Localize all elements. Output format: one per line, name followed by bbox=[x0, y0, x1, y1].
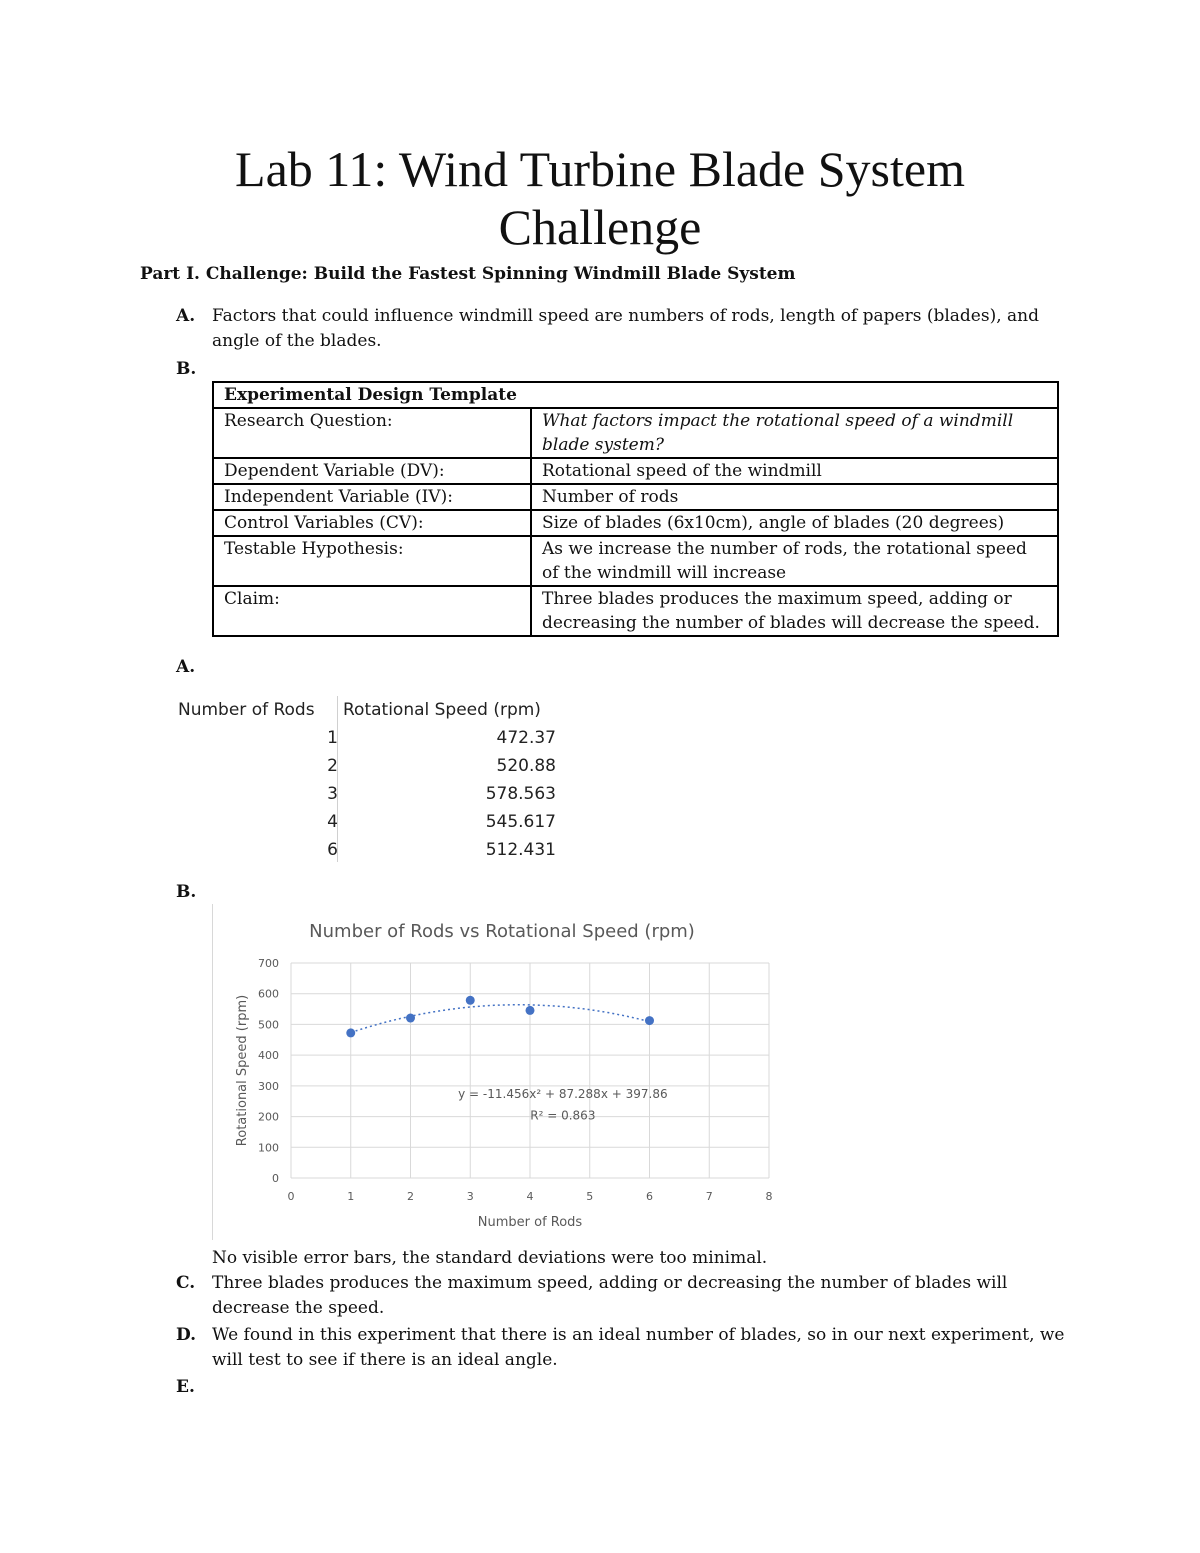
r-squared-label: R² = 0.863 bbox=[530, 1108, 596, 1123]
row-value: Size of blades (6x10cm), angle of blades (20 degrees) bbox=[531, 510, 1058, 536]
table-row bbox=[213, 510, 1058, 536]
x-tick-label: 3 bbox=[466, 1190, 474, 1203]
x-tick-label: 4 bbox=[526, 1190, 534, 1203]
data-table-header-speed: Rotational Speed (rpm) bbox=[343, 700, 541, 720]
data-point bbox=[526, 1006, 535, 1015]
row-label: Research Question: bbox=[213, 408, 531, 458]
y-tick-label: 200 bbox=[258, 1110, 279, 1124]
data-point bbox=[346, 1028, 355, 1037]
row-value: Number of rods bbox=[531, 484, 1058, 510]
item-label: A. bbox=[176, 657, 196, 677]
cell-speed: 545.617 bbox=[485, 812, 556, 832]
part-heading: Part I. Challenge: Build the Fastest Spinning Windmill Blade System bbox=[140, 264, 796, 284]
table-row bbox=[213, 586, 1058, 636]
row-label: Testable Hypothesis: bbox=[213, 536, 531, 586]
y-tick-label: 600 bbox=[258, 987, 279, 1001]
y-tick-label: 500 bbox=[258, 1018, 279, 1032]
row-value: As we increase the number of rods, the rotational speed of the windmill will increase bbox=[531, 536, 1058, 586]
y-tick-label: 400 bbox=[258, 1049, 279, 1063]
data-point bbox=[406, 1014, 415, 1023]
item-label: A. bbox=[176, 306, 196, 326]
y-tick-label: 0 bbox=[272, 1172, 279, 1185]
table-header: Experimental Design Template bbox=[213, 382, 1058, 408]
x-axis-label: Number of Rods bbox=[477, 1215, 583, 1230]
row-value: What factors impact the rotational speed of a windmill blade system? bbox=[531, 408, 1058, 458]
item-text: Three blades produces the maximum speed, adding or decreasing the number of blades will decrease the speed. bbox=[212, 1273, 1008, 1318]
x-tick-label: 5 bbox=[586, 1190, 594, 1203]
table-row bbox=[213, 458, 1058, 484]
x-tick-label: 8 bbox=[765, 1190, 773, 1203]
row-label: Dependent Variable (DV): bbox=[213, 458, 531, 484]
cell-speed: 520.88 bbox=[496, 756, 556, 776]
cell-speed: 512.431 bbox=[485, 840, 556, 860]
data-point bbox=[466, 996, 475, 1005]
row-label: Control Variables (CV): bbox=[213, 510, 531, 536]
table-row bbox=[176, 784, 556, 812]
table-row bbox=[213, 536, 1058, 586]
title-line-2: Challenge bbox=[498, 199, 702, 255]
item-text: We found in this experiment that there is an ideal number of blades, so in our next experiment, we will test to see if there is an ideal angle. bbox=[212, 1325, 1065, 1370]
scatter-chart bbox=[212, 904, 782, 1240]
cell-rods: 3 bbox=[327, 784, 338, 804]
x-tick-label: 2 bbox=[407, 1190, 414, 1203]
item-label: D. bbox=[176, 1325, 197, 1345]
document-title bbox=[0, 140, 1200, 256]
chart-container bbox=[212, 904, 782, 1240]
section1-item-a bbox=[176, 304, 1066, 354]
row-value: Rotational speed of the windmill bbox=[531, 458, 1058, 484]
experimental-design-table bbox=[212, 381, 1059, 637]
row-label: Claim: bbox=[213, 586, 531, 636]
table-row bbox=[176, 812, 556, 840]
item-label: B. bbox=[176, 882, 197, 902]
item-text: Factors that could influence windmill speed are numbers of rods, length of papers (blades), and angle of the blades. bbox=[212, 306, 1039, 351]
item-label: E. bbox=[176, 1377, 195, 1397]
data-table-header-rods: Number of Rods bbox=[178, 700, 315, 720]
row-label: Independent Variable (IV): bbox=[213, 484, 531, 510]
item-label: C. bbox=[176, 1273, 196, 1293]
trendline bbox=[351, 1005, 650, 1033]
y-tick-label: 700 bbox=[258, 957, 279, 970]
table-row bbox=[176, 728, 556, 756]
y-tick-label: 300 bbox=[258, 1079, 279, 1093]
x-tick-label: 7 bbox=[705, 1190, 713, 1203]
trendline-equation: y = -11.456x² + 87.288x + 397.86 bbox=[458, 1087, 668, 1102]
item-label: B. bbox=[176, 359, 197, 379]
x-tick-label: 0 bbox=[287, 1190, 295, 1203]
cell-rods: 4 bbox=[327, 812, 338, 832]
table-row bbox=[213, 484, 1058, 510]
cell-speed: 578.563 bbox=[485, 784, 556, 804]
table-row bbox=[176, 840, 556, 868]
cell-rods: 1 bbox=[327, 728, 338, 748]
chart-title: Number of Rods vs Rotational Speed (rpm) bbox=[309, 921, 695, 942]
x-tick-label: 6 bbox=[646, 1190, 653, 1203]
title-line-1: Lab 11: Wind Turbine Blade System bbox=[235, 141, 965, 197]
table-row bbox=[176, 756, 556, 784]
cell-rods: 2 bbox=[327, 756, 338, 776]
y-axis-label: Rotational Speed (rpm) bbox=[235, 994, 250, 1147]
note-text: No visible error bars, the standard deviations were too minimal. bbox=[212, 1248, 768, 1268]
section2-item-c bbox=[176, 1271, 1066, 1321]
data-point bbox=[645, 1016, 654, 1025]
row-value: Three blades produces the maximum speed, adding or decreasing the number of blades will decrease the speed. bbox=[531, 586, 1058, 636]
cell-rods: 6 bbox=[327, 840, 338, 860]
x-tick-label: 1 bbox=[347, 1190, 355, 1203]
y-tick-label: 100 bbox=[258, 1141, 279, 1155]
error-bar-note bbox=[176, 1246, 1066, 1271]
cell-speed: 472.37 bbox=[496, 728, 556, 748]
table-row bbox=[213, 408, 1058, 458]
table-header-row bbox=[213, 382, 1058, 408]
chart-left-border bbox=[212, 904, 213, 1240]
section2-item-d bbox=[176, 1323, 1066, 1373]
